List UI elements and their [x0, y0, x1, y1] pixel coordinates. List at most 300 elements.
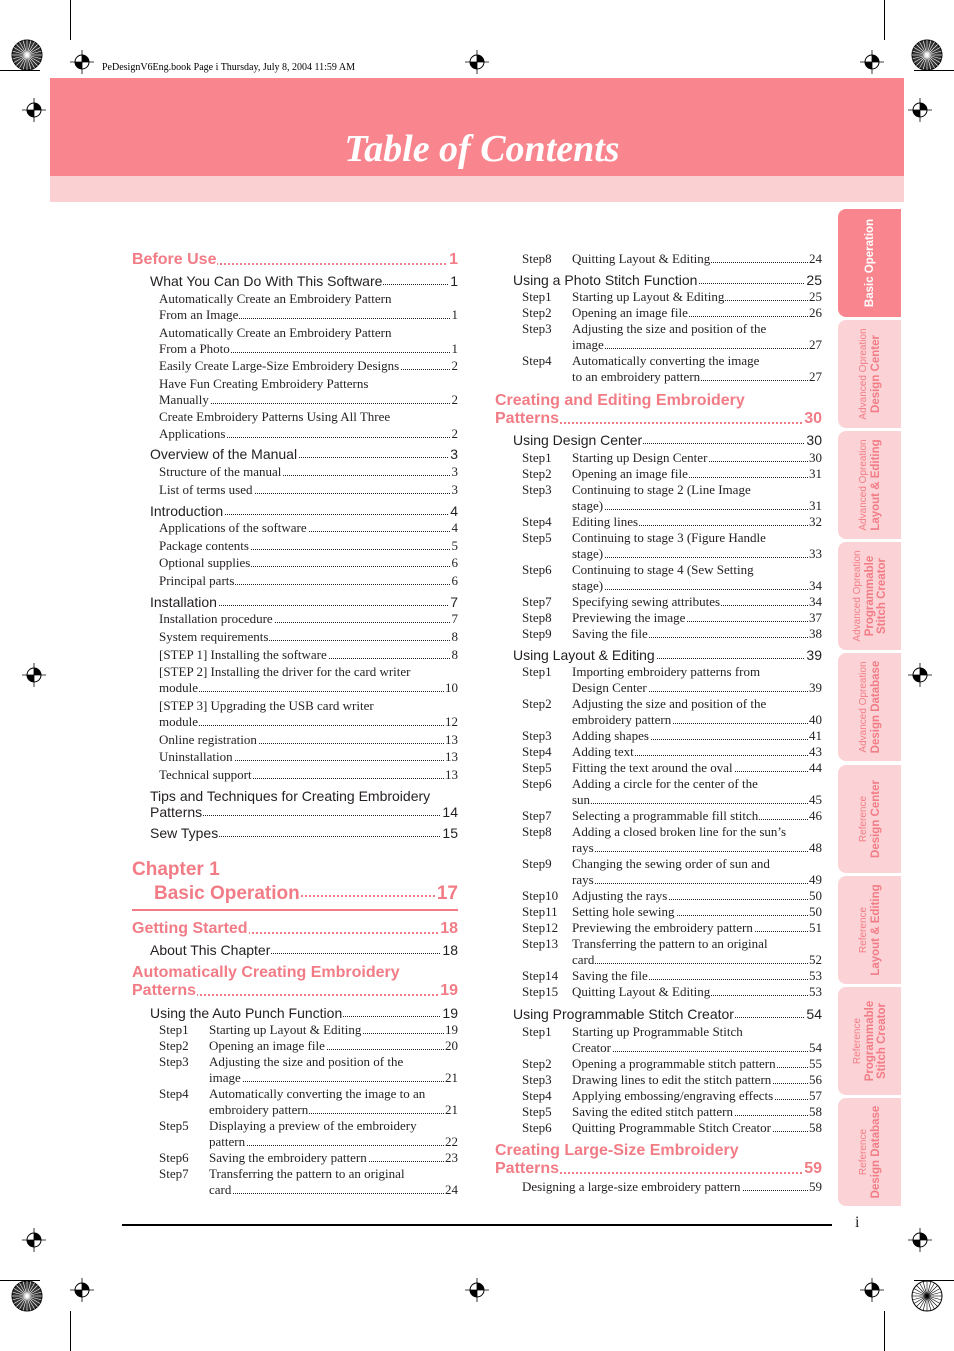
toc-entry-page: 8	[451, 629, 458, 644]
step-number: Step9	[522, 856, 552, 871]
toc-step-entry[interactable]	[572, 1072, 822, 1088]
toc-entry-page: 54	[809, 1040, 822, 1055]
toc-step-entry[interactable]	[572, 984, 822, 1000]
toc-entry-page: 13	[445, 749, 458, 764]
toc-step-entry[interactable]	[572, 289, 822, 305]
toc-entry-title: Opening an image file	[209, 1038, 325, 1053]
toc-entry-title: Starting up Design Center	[572, 450, 708, 465]
color-target-icon	[911, 1280, 943, 1312]
toc-entry-title: What You Can Do With This Software	[150, 273, 383, 289]
toc-entry-page: 24	[445, 1182, 458, 1197]
step-number: Step7	[522, 808, 552, 823]
toc-entry[interactable]	[159, 341, 458, 359]
section-auto-creating[interactable]	[132, 982, 458, 1000]
toc-step-entry[interactable]	[572, 920, 822, 936]
registration-mark-icon	[860, 50, 884, 74]
toc-step-entry[interactable]	[572, 1040, 822, 1056]
toc-step-line: Transferring the pattern to an original	[572, 936, 768, 951]
toc-step-line: Displaying a preview of the embroidery	[209, 1118, 417, 1133]
toc-entry-page: 30	[809, 450, 822, 465]
toc-step-entry[interactable]	[572, 466, 822, 482]
toc-entry[interactable]	[159, 767, 458, 785]
toc-step-entry[interactable]	[572, 369, 822, 385]
toc-entry-page: 12	[445, 714, 458, 729]
toc-step-line: Adding a circle for the center of the	[572, 776, 758, 791]
toc-step-entry[interactable]	[209, 1134, 458, 1150]
toc-entry[interactable]	[159, 647, 458, 665]
toc-step-entry[interactable]	[572, 1088, 822, 1104]
toc-entry-page: 25	[809, 289, 822, 304]
toc-entry-page: 34	[809, 594, 822, 609]
toc-entry-title: module	[159, 680, 198, 695]
toc-step-entry[interactable]	[572, 888, 822, 904]
toc-entry-title: Patterns	[132, 982, 197, 999]
toc-entry-page: 7	[450, 594, 458, 610]
toc-entry-page: 52	[809, 952, 822, 967]
side-tab-title: Programmable	[863, 1000, 876, 1082]
toc-entry-title: Starting up Layout & Editing	[209, 1022, 362, 1037]
toc-entry-title: From an Image	[159, 307, 239, 322]
step-number: Step8	[522, 824, 552, 839]
chapter-number: Chapter 1	[132, 859, 220, 880]
toc-step-entry[interactable]	[572, 546, 822, 562]
toc-step-entry[interactable]	[572, 792, 822, 808]
toc-entry-title: Automatically Create an Embroidery Pattern	[159, 291, 392, 306]
toc-entry-page: 34	[809, 578, 822, 593]
toc-entry-title: Saving the file	[572, 626, 648, 641]
toc-entry[interactable]	[150, 825, 458, 843]
toc-entry-page: 40	[809, 712, 822, 727]
toc-entry-page: 4	[451, 520, 458, 535]
toc-entry[interactable]	[159, 464, 458, 482]
toc-entry[interactable]	[513, 432, 822, 450]
step-number: Step2	[522, 696, 552, 711]
registration-mark-icon	[70, 1278, 94, 1302]
toc-step-entry[interactable]	[572, 594, 822, 610]
toc-step-line: Adjusting the size and position of the	[572, 321, 767, 336]
toc-entry-title: Online registration	[159, 732, 257, 747]
toc-entry-page: 17	[436, 883, 458, 904]
toc-entry[interactable]	[159, 573, 458, 591]
toc-step-entry[interactable]	[572, 1056, 822, 1072]
crop-mark	[70, 0, 71, 40]
side-tab-title: Programmable	[863, 555, 876, 637]
toc-entry-page: 51	[809, 920, 822, 935]
toc-entry-title: Automatically Creating Embroidery	[132, 964, 400, 981]
step-number: Step2	[522, 1056, 552, 1071]
toc-entry[interactable]	[159, 538, 458, 556]
toc-step-entry[interactable]	[209, 1182, 458, 1198]
toc-step-entry[interactable]	[209, 1022, 458, 1038]
toc-entry-page: 31	[809, 498, 822, 513]
toc-entry-page: 45	[809, 792, 822, 807]
toc-entry-page: 56	[809, 1072, 822, 1087]
section-creating-editing[interactable]	[495, 410, 822, 428]
toc-entry-title: Setting hole sewing	[572, 904, 675, 919]
toc-entry-page: 25	[806, 272, 822, 288]
toc-entry-page: 15	[442, 825, 458, 841]
toc-step-entry[interactable]	[572, 1104, 822, 1120]
step-number: Step4	[522, 514, 552, 529]
step-number: Step1	[522, 664, 552, 679]
toc-entry-title: Principal parts	[159, 573, 235, 588]
toc-step-entry[interactable]	[209, 1150, 458, 1166]
toc-entry-title: Structure of the manual	[159, 464, 282, 479]
toc-entry-title: Creator	[572, 1040, 611, 1055]
toc-step-entry[interactable]	[572, 872, 822, 888]
toc-entry-title: rays	[572, 840, 594, 855]
toc-entry-title: Before Use	[132, 251, 217, 268]
toc-entry[interactable]	[159, 358, 458, 376]
toc-entry-page: 5	[451, 538, 458, 553]
toc-entry-title: Fitting the text around the oval	[572, 760, 733, 775]
registration-mark-icon	[70, 50, 94, 74]
toc-entry-title: Optional supplies	[159, 555, 251, 570]
toc-entry-page: 2	[451, 426, 458, 441]
toc-entry-page: 54	[806, 1006, 822, 1022]
toc-entry-title: About This Chapter	[150, 942, 271, 958]
toc-entry-title: Overview of the Manual	[150, 446, 298, 462]
step-number: Step2	[522, 466, 552, 481]
toc-entry-page: 1	[451, 307, 458, 322]
step-number: Step5	[522, 530, 552, 545]
toc-entry[interactable]	[159, 555, 458, 573]
toc-entry[interactable]	[513, 647, 822, 665]
side-tab-label	[852, 1001, 888, 1082]
toc-step-line: Adjusting the size and position of the	[209, 1054, 404, 1069]
section-before-use[interactable]	[132, 251, 458, 269]
registration-mark-icon	[908, 663, 932, 687]
toc-entry-title: Installation	[150, 594, 217, 610]
side-tab-category: Advanced Opreation	[857, 661, 869, 753]
toc-entry[interactable]	[150, 446, 458, 464]
toc-step-entry[interactable]	[572, 840, 822, 856]
side-tab-label	[858, 661, 882, 754]
toc-step-entry[interactable]	[572, 904, 822, 920]
toc-entry-title: Using the Auto Punch Function	[150, 1005, 343, 1021]
toc-step-entry[interactable]	[572, 968, 822, 984]
step-number: Step4	[522, 1088, 552, 1103]
toc-entry-title: embroidery pattern	[209, 1102, 309, 1117]
side-tab[interactable]	[838, 876, 901, 984]
section-large-size[interactable]	[495, 1160, 822, 1178]
toc-entry-page: 46	[809, 808, 822, 823]
side-tab-category: Reference	[857, 1128, 869, 1176]
toc-entry-page: 21	[445, 1070, 458, 1085]
side-tab[interactable]	[838, 653, 901, 761]
toc-entry[interactable]	[150, 942, 458, 960]
toc-entry[interactable]	[159, 732, 458, 750]
toc-step-entry[interactable]	[572, 1120, 822, 1136]
side-tab-category: Reference	[851, 1017, 863, 1065]
toc-step-entry[interactable]	[572, 305, 822, 321]
toc-entry-title: Quitting Programmable Stitch Creator	[572, 1120, 771, 1135]
toc-step-line: Continuing to stage 4 (Sew Setting	[572, 562, 754, 577]
side-tab-label	[858, 780, 882, 858]
side-tab-category: Advanced Opreation	[857, 439, 869, 531]
toc-entry-title: Using Programmable Stitch Creator	[513, 1006, 734, 1022]
toc-entry-page: 24	[809, 251, 822, 266]
step-number: Step5	[522, 1104, 552, 1119]
side-tab-title: Stitch Creator	[875, 1002, 888, 1080]
registration-mark-icon	[908, 98, 932, 122]
toc-entry-page: 8	[451, 647, 458, 662]
toc-entry-title: to an embroidery pattern	[572, 369, 701, 384]
toc-entry-title: Using Design Center	[513, 432, 643, 448]
crop-mark	[884, 1311, 885, 1351]
step-number: Step1	[159, 1022, 189, 1037]
toc-entry-page: 27	[809, 337, 822, 352]
step-number: Step3	[159, 1054, 189, 1069]
toc-entry[interactable]	[150, 273, 458, 291]
toc-entry-title: Opening a programmable stitch pattern	[572, 1056, 776, 1071]
toc-entry-title: Manually	[159, 392, 209, 407]
toc-entry[interactable]	[150, 1005, 458, 1023]
toc-entry-title: Previewing the image	[572, 610, 686, 625]
toc-step-entry[interactable]	[209, 1070, 458, 1086]
toc-entry-page: 21	[445, 1102, 458, 1117]
side-tab[interactable]	[838, 987, 901, 1095]
toc-entry-page: 23	[445, 1150, 458, 1165]
side-tab-label	[864, 219, 876, 307]
toc-entry-title: Editing lines	[572, 514, 639, 529]
side-tab-title: Design Center	[869, 780, 882, 858]
toc-entry-page: 13	[445, 767, 458, 782]
step-number: Step8	[522, 610, 552, 625]
step-number: Step13	[522, 936, 559, 951]
toc-entry-page: 6	[451, 555, 458, 570]
toc-entry-title: Installation procedure	[159, 611, 273, 626]
toc-entry-title: Using a Photo Stitch Function	[513, 272, 698, 288]
toc-step-entry[interactable]	[572, 760, 822, 776]
step-number: Step3	[522, 1072, 552, 1087]
toc-entry-title: Adjusting the rays	[572, 888, 668, 903]
toc-step-entry[interactable]	[572, 808, 822, 824]
toc-entry[interactable]	[513, 272, 822, 290]
toc-step-entry[interactable]	[572, 728, 822, 744]
toc-entry[interactable]	[522, 1179, 822, 1197]
toc-step-entry[interactable]	[572, 498, 822, 514]
toc-entry-title: Patterns	[495, 1160, 560, 1177]
toc-entry-title: module	[159, 714, 198, 729]
toc-entry-title: image	[572, 337, 604, 352]
step-number: Step8	[522, 251, 552, 266]
toc-entry-title: Applications	[159, 426, 226, 441]
side-tab-title: Basic Operation	[863, 218, 876, 308]
section-getting-started[interactable]	[132, 920, 458, 938]
toc-entry-page: 2	[451, 358, 458, 373]
toc-entry-page: 32	[809, 514, 822, 529]
toc-step-entry[interactable]	[209, 1038, 458, 1054]
color-target-icon	[11, 39, 43, 71]
registration-mark-icon	[22, 98, 46, 122]
color-target-icon	[11, 1280, 43, 1312]
side-tab[interactable]	[838, 209, 901, 317]
toc-step-line: Continuing to stage 2 (Line Image	[572, 482, 751, 497]
step-number: Step5	[159, 1118, 189, 1133]
toc-entry-page: 1	[449, 251, 458, 268]
toc-entry-title: pattern	[209, 1134, 246, 1149]
toc-entry-title: Specifying sewing attributes	[572, 594, 721, 609]
toc-entry[interactable]	[159, 629, 458, 647]
side-tab-label	[858, 884, 882, 975]
step-number: Step5	[522, 760, 552, 775]
toc-entry-title: List of terms used	[159, 482, 253, 497]
toc-entry-title: stage)	[572, 578, 604, 593]
step-number: Step6	[522, 776, 552, 791]
toc-step-entry[interactable]	[572, 626, 822, 642]
step-number: Step12	[522, 920, 559, 935]
crop-mark	[70, 1311, 71, 1351]
toc-step-entry[interactable]	[209, 1102, 458, 1118]
side-tab[interactable]	[838, 431, 901, 539]
toc-step-entry[interactable]	[572, 952, 822, 968]
toc-step-line: Importing embroidery patterns from	[572, 664, 761, 679]
toc-step-entry[interactable]	[572, 680, 822, 696]
registration-mark-icon	[22, 1228, 46, 1252]
toc-entry-page: 50	[809, 904, 822, 919]
toc-entry[interactable]	[150, 503, 458, 521]
toc-entry-page: 55	[809, 1056, 822, 1071]
toc-entry[interactable]	[150, 594, 458, 612]
toc-entry-page: 7	[451, 611, 458, 626]
toc-entry-page: 18	[442, 942, 458, 958]
step-number: Step1	[522, 289, 552, 304]
toc-entry[interactable]	[159, 307, 458, 325]
step-number: Step4	[522, 744, 552, 759]
toc-step-line: Starting up Programmable Stitch	[572, 1024, 743, 1039]
step-number: Step11	[522, 904, 558, 919]
step-number: Step6	[522, 562, 552, 577]
toc-entry-page: 53	[809, 968, 822, 983]
toc-entry[interactable]	[159, 749, 458, 767]
toc-entry-title: Designing a large-size embroidery pattern	[522, 1179, 741, 1194]
toc-entry-title: Applying embossing/engraving effects	[572, 1088, 774, 1103]
toc-entry-title: Adding text	[572, 744, 634, 759]
step-number: Step10	[522, 888, 559, 903]
toc-entry[interactable]	[159, 680, 458, 698]
crop-mark	[884, 0, 885, 40]
step-number: Step2	[522, 305, 552, 320]
side-tab-title: Layout & Editing	[869, 439, 882, 531]
toc-entry[interactable]	[159, 714, 458, 732]
toc-entry-title: rays	[572, 872, 594, 887]
toc-entry-title: Saving the embroidery pattern	[209, 1150, 367, 1165]
toc-entry-title: Opening an image file	[572, 305, 688, 320]
toc-entry-title: Easily Create Large-Size Embroidery Designs	[159, 358, 400, 373]
side-tab-label	[852, 550, 888, 641]
toc-entry-title: Design Center	[572, 680, 647, 695]
side-tab-label	[858, 439, 882, 530]
toc-entry-page: 1	[451, 341, 458, 356]
toc-entry-page: 3	[451, 464, 458, 479]
toc-entry-title: Opening an image file	[572, 466, 688, 481]
side-tab-category: Reference	[857, 795, 869, 843]
toc-entry-title: Introduction	[150, 503, 224, 519]
toc-entry-title: stage)	[572, 498, 604, 513]
chapter-title[interactable]	[154, 883, 458, 907]
toc-step-entry[interactable]	[572, 744, 822, 760]
side-tab[interactable]	[838, 765, 901, 873]
toc-entry-title: Starting up Layout & Editing	[572, 289, 725, 304]
toc-entry-title: Have Fun Creating Embroidery Patterns	[159, 376, 369, 391]
side-tab-category: Advanced Opreation	[851, 550, 863, 642]
toc-entry-title: Drawing lines to edit the stitch pattern	[572, 1072, 772, 1087]
toc-entry-page: 22	[445, 1134, 458, 1149]
toc-entry[interactable]	[159, 392, 458, 410]
toc-step-entry[interactable]	[572, 450, 822, 466]
toc-entry[interactable]	[159, 482, 458, 500]
toc-entry-page: 3	[451, 482, 458, 497]
registration-mark-icon	[465, 1278, 489, 1302]
toc-entry[interactable]	[150, 804, 458, 822]
toc-entry-page: 49	[809, 872, 822, 887]
toc-entry-page: 44	[809, 760, 822, 775]
toc-entry-page: 20	[445, 1038, 458, 1053]
toc-entry[interactable]	[159, 611, 458, 629]
side-tab-title: Design Database	[869, 660, 882, 754]
toc-entry-title: Automatically Create an Embroidery Pattern	[159, 325, 392, 340]
step-number: Step2	[159, 1038, 189, 1053]
toc-entry-page: 30	[806, 432, 822, 448]
side-tab[interactable]	[838, 320, 901, 428]
toc-entry-title: Technical support	[159, 767, 252, 782]
toc-entry-page: 26	[809, 305, 822, 320]
toc-entry-page: 19	[440, 982, 458, 999]
toc-entry-title: Getting Started	[132, 920, 248, 937]
step-number: Step3	[522, 728, 552, 743]
toc-entry-title: Previewing the embroidery pattern	[572, 920, 753, 935]
toc-step-entry[interactable]	[572, 578, 822, 594]
toc-entry-title: Selecting a programmable fill stitch	[572, 808, 759, 823]
chapter-rule	[132, 909, 458, 911]
toc-entry-title: System requirements	[159, 629, 269, 644]
toc-entry-page: 19	[442, 1005, 458, 1021]
step-number: Step7	[159, 1166, 189, 1181]
toc-entry-title: Adding shapes	[572, 728, 649, 743]
toc-step-line: Automatically converting the image	[572, 353, 760, 368]
side-tab[interactable]	[838, 1098, 901, 1206]
toc-entry-title: Basic Operation	[154, 883, 300, 904]
step-number: Step3	[522, 482, 552, 497]
toc-step-entry[interactable]	[572, 514, 822, 530]
step-number: Step1	[522, 450, 552, 465]
side-tab-label	[858, 328, 882, 419]
toc-entry-title: Sew Types	[150, 825, 219, 841]
toc-step-line: Adding a closed broken line for the sun’s	[572, 824, 787, 839]
toc-step-entry[interactable]	[572, 712, 822, 728]
side-tab-title: Design Database	[869, 1105, 882, 1199]
toc-entry[interactable]	[159, 426, 458, 444]
toc-entry-page: 48	[809, 840, 822, 855]
toc-entry-page: 57	[809, 1088, 822, 1103]
toc-step-entry[interactable]	[572, 610, 822, 626]
side-tab[interactable]	[838, 542, 901, 650]
side-tab-title: Stitch Creator	[875, 557, 888, 635]
toc-step-line: Changing the sewing order of sun and	[572, 856, 770, 871]
toc-entry[interactable]	[159, 520, 458, 538]
toc-entry-title: Tips and Techniques for Creating Embroidery	[150, 788, 431, 804]
toc-step-entry[interactable]	[572, 251, 822, 269]
toc-step-entry[interactable]	[572, 337, 822, 353]
toc-step-line: Adjusting the size and position of the	[572, 696, 767, 711]
toc-entry-page: 59	[804, 1160, 822, 1177]
toc-step-line: Transferring the pattern to an original	[209, 1166, 405, 1181]
toc-entry-page: 43	[809, 744, 822, 759]
toc-entry-page: 37	[809, 610, 822, 625]
toc-entry[interactable]	[513, 1006, 822, 1024]
step-number: Step6	[522, 1120, 552, 1135]
